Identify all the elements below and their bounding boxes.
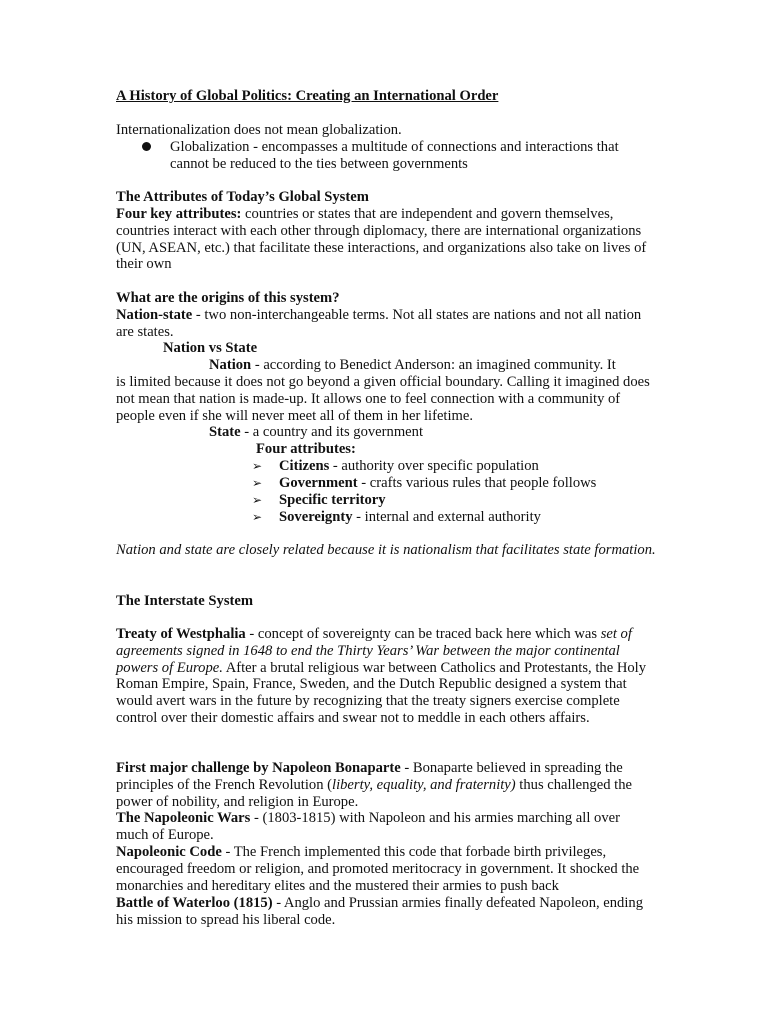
nation-definition-rest: is limited because it does not go beyond a given official boundary. Calling it imagined does not mean that nation is made-up. It allows one to feel connection with a community of people even if she will never meet all of them in her lifetime. bbox=[116, 374, 650, 424]
four-attributes-heading: Four attributes: bbox=[256, 441, 356, 457]
waterloo-term: Battle of Waterloo (1815) bbox=[116, 895, 273, 911]
napoleonic-code-paragraph bbox=[116, 844, 656, 894]
napoleonic-wars-paragraph bbox=[116, 810, 656, 844]
westphalia-term: Treaty of Westphalia bbox=[116, 626, 246, 642]
attribute-term: Specific territory bbox=[279, 492, 386, 508]
nation-state-italic-note: Nation and state are closely related because it is nationalism that facilitates state formation. bbox=[116, 542, 656, 558]
attribute-text: - authority over specific population bbox=[329, 458, 539, 474]
four-key-attributes-term: Four key attributes: bbox=[116, 206, 242, 222]
four-key-attributes-text: countries or states that are independent and govern themselves, countries interact with each other through diplomacy, there are international organizations (UN, ASEAN, etc.) that facilitate these interactions, and organizations also take on lives of their own bbox=[116, 206, 647, 273]
attribute-item bbox=[279, 458, 539, 475]
waterloo-text: - Anglo and Prussian armies finally defeated Napoleon, ending his mission to spread his liberal code. bbox=[116, 895, 644, 928]
nation-term: Nation bbox=[209, 357, 252, 373]
attributes-heading: The Attributes of Today’s Global System bbox=[116, 189, 369, 205]
westphalia-text-1: - concept of sovereignty can be traced back here which was bbox=[245, 626, 601, 642]
napoleonic-wars-term: The Napoleonic Wars bbox=[116, 810, 251, 826]
westphalia-italic: set of agreements signed in 1648 to end the Thirty Years’ War between the major continental powers of Europe. bbox=[116, 626, 632, 676]
attributes-paragraph bbox=[116, 206, 656, 273]
attribute-term: Citizens bbox=[279, 458, 330, 474]
arrow-bullet-icon: ➢ bbox=[252, 510, 263, 524]
napoleon-paragraph bbox=[116, 760, 656, 810]
origins-heading: What are the origins of this system? bbox=[116, 290, 340, 306]
attribute-term: Government bbox=[279, 475, 358, 491]
nation-state-text: - two non-interchangeable terms. Not all states are nations and not all nation are states. bbox=[116, 307, 642, 340]
state-definition bbox=[209, 424, 749, 441]
attribute-term: Sovereignty bbox=[279, 509, 353, 525]
attribute-text: - internal and external authority bbox=[352, 509, 541, 525]
napoleon-italic: liberty, equality, and fraternity) bbox=[332, 776, 516, 793]
interstate-heading: The Interstate System bbox=[116, 593, 253, 609]
attribute-item bbox=[279, 509, 541, 526]
document-title: A History of Global Politics: Creating an International Order bbox=[116, 88, 499, 104]
napoleon-term: First major challenge by Napoleon Bonaparte bbox=[116, 760, 401, 776]
westphalia-paragraph bbox=[116, 626, 656, 727]
attribute-text: - crafts various rules that people follows bbox=[357, 475, 597, 491]
arrow-bullet-icon: ➢ bbox=[252, 476, 263, 490]
nation-state-paragraph bbox=[116, 307, 656, 341]
napoleon-text-2: thus challenged the power of nobility, and religion in Europe. bbox=[116, 776, 632, 810]
waterloo-paragraph bbox=[116, 895, 656, 929]
state-term: State bbox=[209, 424, 241, 440]
attribute-item bbox=[279, 492, 386, 509]
state-text: - a country and its government bbox=[240, 424, 423, 440]
attribute-item bbox=[279, 475, 596, 492]
nation-state-term: Nation-state bbox=[116, 307, 193, 323]
napoleonic-wars-text: - (1803-1815) with Napoleon and his armies marching all over much of Europe. bbox=[116, 810, 620, 843]
napoleonic-code-text: - The French implemented this code that forbade birth privileges, encouraged freedom or religion, and promoted meritocracy in government. It shocked the monarchies and hereditary elites and the mustered their armies to push back bbox=[116, 844, 640, 894]
nation-vs-state-heading: Nation vs State bbox=[163, 340, 258, 356]
nation-text-first: - according to Benedict Anderson: an imagined community. It bbox=[251, 357, 616, 373]
napoleon-text-1: - Bonaparte believed in spreading the principles of the French Revolution ( bbox=[116, 760, 623, 793]
intro-line: Internationalization does not mean globalization. bbox=[116, 122, 402, 138]
westphalia-text-2: After a brutal religious war between Catholics and Protestants, the Holy Roman Empire, Spain, France, Sweden, and the Dutch Republic designed a system that would avert wars in the future by recognizing that the treaty signers exercise complete control over their domestic affairs and swear not to meddle in each others affairs. bbox=[116, 659, 647, 726]
globalization-term: Globalization bbox=[170, 139, 250, 155]
globalization-text: - encompasses a multitude of connections and interactions that cannot be reduced to the ties between governments bbox=[170, 139, 619, 172]
arrow-bullet-icon: ➢ bbox=[252, 493, 263, 507]
bullet-icon bbox=[142, 142, 151, 151]
arrow-bullet-icon: ➢ bbox=[252, 459, 263, 473]
nation-definition-first-line bbox=[209, 357, 659, 374]
napoleonic-code-term: Napoleonic Code bbox=[116, 844, 222, 860]
globalization-bullet bbox=[170, 139, 660, 173]
